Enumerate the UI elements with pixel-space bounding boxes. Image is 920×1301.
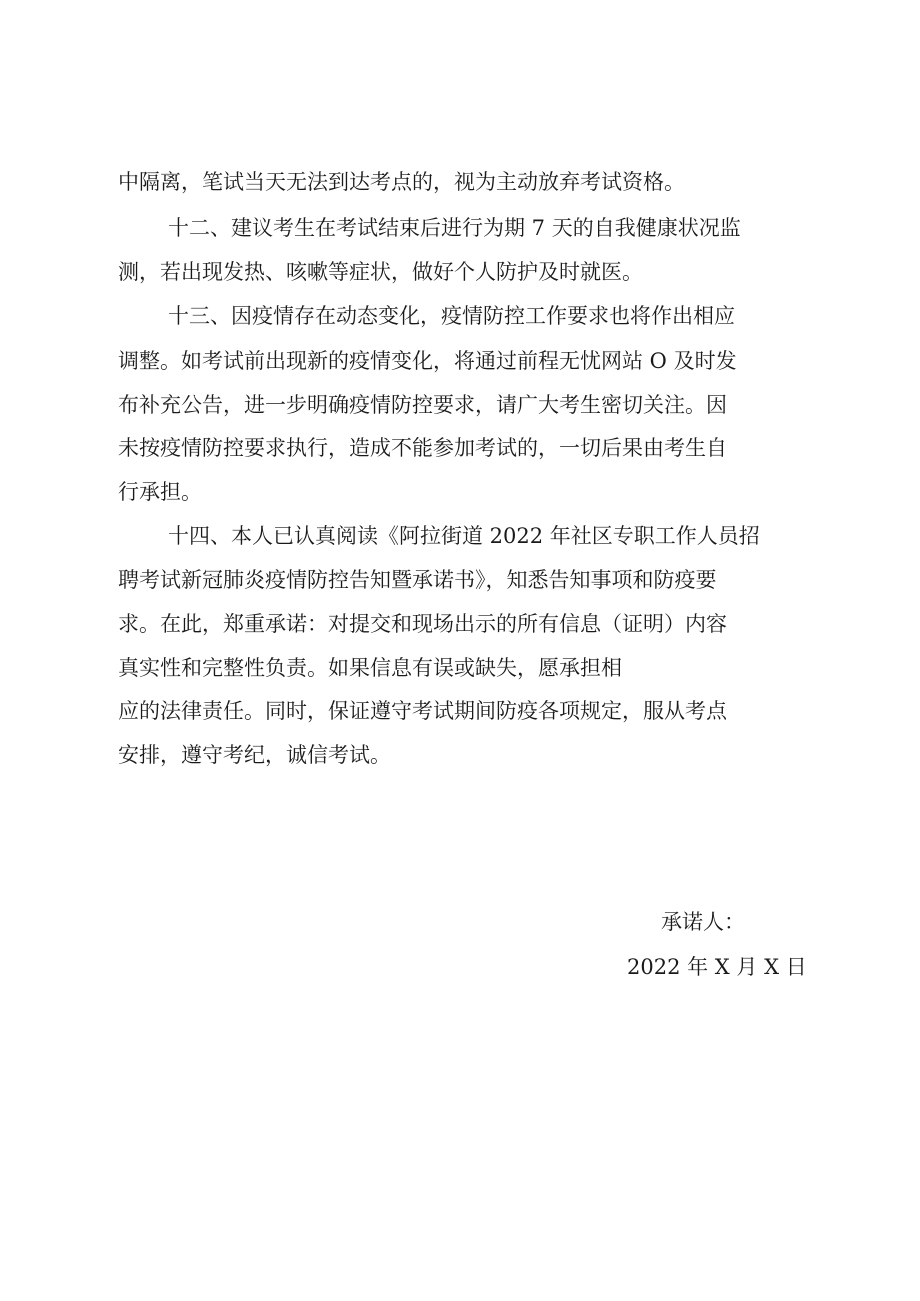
- body-line-8: 行承担。: [118, 480, 202, 504]
- body-line-5: 调整。如考试前出现新的疫情变化，将通过前程无忧网站 O 及时发: [118, 349, 737, 373]
- body-line-6: 布补充公告，进一步明确疫情防控要求，请广大考生密切关注。因: [118, 393, 727, 417]
- body-line-7: 未按疫情防控要求执行，造成不能参加考试的，一切后果由考生自: [118, 436, 727, 460]
- signature-date: 2022 年 X 月 X 日: [627, 955, 807, 979]
- body-line-9: 十四、本人已认真阅读《阿拉街道 2022 年社区专职工作人员招: [168, 524, 760, 548]
- body-line-3: 测，若出现发热、咳嗽等症状，做好个人防护及时就医。: [118, 260, 643, 284]
- body-line-1: 中隔离，笔试当天无法到达考点的，视为主动放弃考试资格。: [118, 170, 685, 194]
- body-line-14: 安排，遵守考纪，诚信考试。: [118, 743, 391, 767]
- body-line-12: 真实性和完整性负责。如果信息有误或缺失，愿承担相: [118, 656, 622, 680]
- body-line-10: 聘考试新冠肺炎疫情防控告知暨承诺书》，知悉告知事项和防疫要: [118, 568, 717, 592]
- body-line-2: 十二、建议考生在考试结束后进行为期 7 天的自我健康状况监: [168, 216, 741, 240]
- signer-label: 承诺人：: [661, 910, 745, 934]
- body-line-4: 十三、因疫情存在动态变化，疫情防控工作要求也将作出相应: [168, 304, 735, 328]
- body-line-11: 求。在此，郑重承诺：对提交和现场出示的所有信息（证明）内容: [118, 612, 727, 636]
- body-line-13: 应的法律责任。同时，保证遵守考试期间防疫各项规定，服从考点: [118, 699, 727, 723]
